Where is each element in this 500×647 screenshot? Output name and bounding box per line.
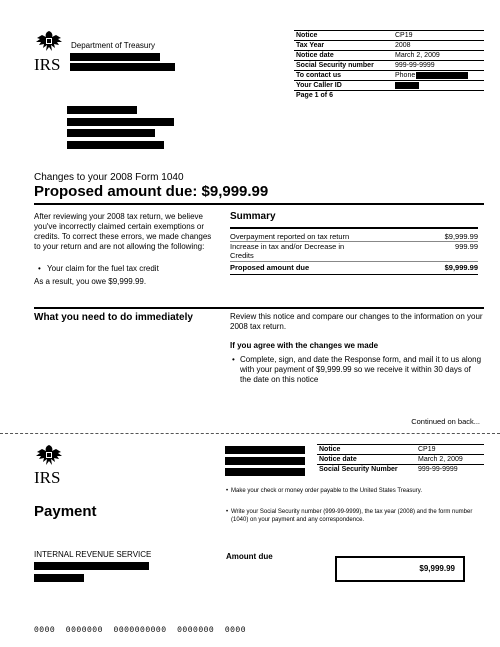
irs-logo-text: IRS xyxy=(34,468,61,487)
summary-row-increase xyxy=(230,242,478,260)
notice-value: CP19 xyxy=(416,445,484,455)
caller-id-value xyxy=(393,81,484,91)
disallowed-item-text: Your claim for the fuel tax credit xyxy=(47,264,159,273)
review-text: Review this notice and compare our changes to the information on your 2008 tax return. xyxy=(230,312,483,331)
redacted-block xyxy=(416,72,468,79)
redacted-address-line xyxy=(67,129,155,137)
amount-due-value: $9,999.99 xyxy=(419,564,455,573)
contact-value xyxy=(393,71,484,81)
irs-logo-text: IRS xyxy=(34,55,61,74)
notice-row xyxy=(317,465,484,475)
notice-row xyxy=(294,31,484,41)
changes-subtitle: Changes to your 2008 Form 1040 xyxy=(34,172,184,183)
redacted-block xyxy=(70,53,160,61)
page-label: Page 1 of 6 xyxy=(296,92,333,99)
summary-bottom-rule xyxy=(230,274,478,275)
summary-row-value: $9,999.99 xyxy=(444,232,478,241)
irs-eagle-logo xyxy=(33,29,65,55)
ssn-value: 999-99-9999 xyxy=(418,466,458,473)
section-rule xyxy=(34,307,484,309)
irs-address-label: INTERNAL REVENUE SERVICE xyxy=(34,550,152,559)
continued-label: Continued on back... xyxy=(411,417,480,426)
payment-notice-table xyxy=(317,444,484,474)
redacted-block xyxy=(225,446,305,454)
title-rule xyxy=(34,203,484,205)
notice-info-table xyxy=(294,30,484,100)
bullet-icon: • xyxy=(226,509,229,515)
notice-value: CP19 xyxy=(393,31,484,41)
payment-instruction xyxy=(226,487,484,495)
notice-date-value: March 2, 2009 xyxy=(393,51,484,61)
payment-title: Payment xyxy=(34,503,97,520)
notice-label: Notice xyxy=(317,445,416,455)
ssn-label: Social Security number xyxy=(294,61,393,71)
notice-row xyxy=(294,91,484,101)
amount-due-label: Amount due xyxy=(226,552,273,561)
redacted-block xyxy=(395,82,419,89)
tax-year-label: Tax Year xyxy=(294,41,393,51)
contact-label: To contact us xyxy=(294,71,393,81)
notice-date-label: Notice date xyxy=(294,51,393,61)
summary-total-value: $9,999.99 xyxy=(444,263,478,272)
tax-year-value: 2008 xyxy=(393,41,484,51)
redacted-block xyxy=(70,63,175,71)
bullet-icon: • xyxy=(232,355,235,364)
notice-row xyxy=(317,455,484,465)
caller-id-label: Your Caller ID xyxy=(294,81,393,91)
eagle-icon xyxy=(33,29,65,55)
notice-row xyxy=(317,445,484,455)
tear-line xyxy=(0,433,500,434)
summary-row-label: Overpayment reported on tax return xyxy=(230,232,350,241)
ssn-label: Social Security Number xyxy=(319,466,398,473)
notice-row xyxy=(294,81,484,91)
notice-label: Notice xyxy=(294,31,393,41)
eagle-icon xyxy=(33,443,65,469)
redacted-address-line xyxy=(34,562,149,570)
summary-total-row xyxy=(230,263,478,272)
irs-eagle-logo xyxy=(33,443,65,469)
payment-instruction-text: Write your Social Security number (999-99-9999), the tax year (2008) and the form number (1040) on your payment and any correspondence. xyxy=(231,509,473,523)
action-heading: What you need to do immediately xyxy=(34,312,193,323)
summary-heading: Summary xyxy=(230,211,276,222)
summary-row-value: 999.99 xyxy=(455,242,478,251)
notice-row xyxy=(294,41,484,51)
payment-instruction xyxy=(226,508,484,524)
amount-due-box xyxy=(335,556,465,582)
notice-date-value: March 2, 2009 xyxy=(416,455,484,465)
bullet-icon: • xyxy=(226,488,229,494)
summary-row-label: Increase in tax and/or Decrease in Credits xyxy=(230,242,345,260)
department-label: Department of Treasury xyxy=(71,41,156,50)
redacted-block xyxy=(225,457,305,465)
ssn-value: 999-99-9999 xyxy=(393,61,484,71)
redacted-address-line xyxy=(34,574,84,582)
redacted-block xyxy=(225,468,305,476)
summary-row-overpayment xyxy=(230,232,478,241)
notice-date-label: Notice date xyxy=(317,455,416,465)
page-title: Proposed amount due: $9,999.99 xyxy=(34,183,269,200)
agree-heading: If you agree with the changes we made xyxy=(230,341,379,350)
redacted-address-line xyxy=(67,118,174,126)
result-text: As a result, you owe $9,999.99. xyxy=(34,277,147,286)
phone-label: Phone xyxy=(395,72,416,79)
redacted-address-line xyxy=(67,106,137,114)
payment-instruction-text: Make your check or money order payable to the United States Treasury. xyxy=(231,488,422,494)
agree-item-text: Complete, sign, and date the Response form, and mail it to us along with your payment of $9,999.99 so we receive it within 30 days of the date on this notice xyxy=(240,355,482,384)
notice-row xyxy=(294,51,484,61)
scanline: 0000 0000000 0000000000 0000000 0000 xyxy=(34,626,247,635)
intro-text: After reviewing your 2008 tax return, we believe you've incorrectly claimed certain exemptions or credits. To correct these errors, we made changes to your return and are not allowing the following: xyxy=(34,212,212,251)
summary-total-label: Proposed amount due xyxy=(230,263,310,272)
agree-item xyxy=(232,355,482,385)
notice-row xyxy=(294,71,484,81)
notice-row xyxy=(294,61,484,71)
summary-divider xyxy=(230,261,478,262)
disallowed-item xyxy=(38,264,159,274)
summary-rule xyxy=(230,227,478,229)
bullet-icon: • xyxy=(38,264,41,273)
redacted-address-line xyxy=(67,141,164,149)
